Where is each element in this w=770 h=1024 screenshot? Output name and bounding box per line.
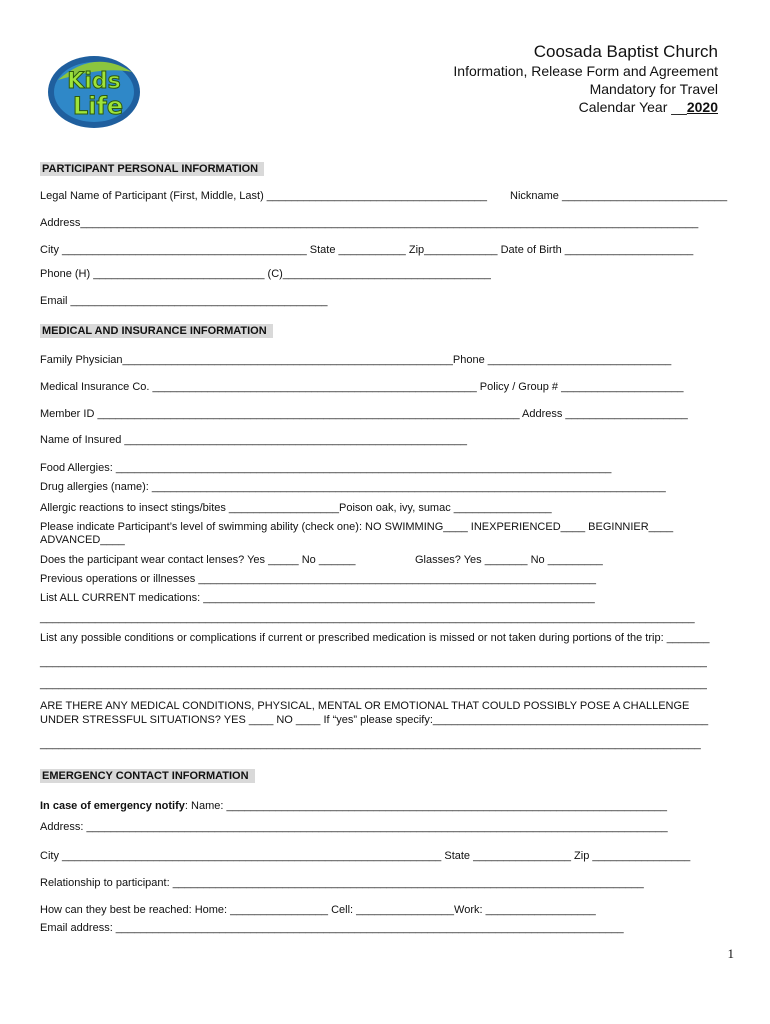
phone-field[interactable]: Phone (H) ____________________________ (C)__________________________________ <box>40 268 491 280</box>
emergency-name-field[interactable] <box>40 800 667 813</box>
drug-allergies-field[interactable]: Drug allergies (name): ____________________________________________________________________________________ <box>40 481 666 493</box>
logo-text-top: Kids <box>67 69 121 94</box>
glasses-field[interactable]: Glasses? Yes _______ No _________ <box>415 554 603 566</box>
contact-lenses-field[interactable]: Does the participant wear contact lenses? Yes _____ No ______ <box>40 554 356 566</box>
nickname-field[interactable]: Nickname ___________________________ <box>510 190 728 202</box>
swimming-ability-field[interactable]: Please indicate Participant’s level of swimming ability (check one): NO SWIMMING____ INEXPERIENCED____ BEGINNIER____ <box>40 521 674 533</box>
email-field[interactable]: Email __________________________________________ <box>40 295 328 307</box>
logo-text-bottom: Life <box>72 92 124 120</box>
current-medications-field[interactable]: List ALL CURRENT medications: ________________________________________________________________ <box>40 592 595 604</box>
legal-name-field[interactable]: Legal Name of Participant (First, Middle, Last) ____________________________________ <box>40 190 488 202</box>
medical-conditions-line-2[interactable]: ____________________________________________________________________________________________________________ <box>40 738 701 750</box>
kids-life-logo <box>44 50 144 132</box>
church-name: Coosada Baptist Church <box>533 42 718 61</box>
emergency-notify-label: In case of emergency notify <box>40 800 185 812</box>
relationship-field[interactable]: Relationship to participant: _____________________________________________________________________________ <box>40 877 644 889</box>
calendar-year <box>579 99 718 115</box>
insurance-field[interactable]: Medical Insurance Co. _____________________________________________________ Policy / Group # ____________________ <box>40 381 684 393</box>
address-field[interactable]: Address_____________________________________________________________________________________________________ <box>40 217 699 229</box>
previous-operations-field[interactable]: Previous operations or illnesses _________________________________________________________________ <box>40 573 597 585</box>
section-medical: MEDICAL AND INSURANCE INFORMATION <box>40 324 273 338</box>
name-of-insured-field[interactable]: Name of Insured ________________________________________________________ <box>40 434 467 446</box>
emergency-email-field[interactable]: Email address: ___________________________________________________________________________________ <box>40 922 624 934</box>
form-title-line1: Information, Release Form and Agreement <box>453 63 718 79</box>
missed-medication-field[interactable]: List any possible conditions or complications if current or prescribed medication is missed or not taken during portions of the trip: _______ <box>40 632 710 644</box>
medications-continued-line[interactable]: ___________________________________________________________________________________________________________ <box>40 612 695 624</box>
swimming-advanced-field[interactable]: ADVANCED____ <box>40 534 125 546</box>
food-allergies-field[interactable]: Food Allergies: _________________________________________________________________________________ <box>40 462 612 474</box>
medical-conditions-field[interactable]: UNDER STRESSFUL SITUATIONS? YES ____ NO ____ If “yes” please specify:_____________________________________________ <box>40 714 709 726</box>
form-title-line2: Mandatory for Travel <box>589 81 718 97</box>
reach-phone-field[interactable]: How can they best be reached: Home: ________________ Cell: ________________Work: __________________ <box>40 904 596 916</box>
emergency-city-state-zip-field[interactable]: City ______________________________________________________________ State ________________ Zip ________________ <box>40 850 691 862</box>
emergency-name-line: : Name: ________________________________________________________________________ <box>184 800 667 812</box>
page-number: 1 <box>727 946 734 961</box>
section-emergency: EMERGENCY CONTACT INFORMATION <box>40 769 255 783</box>
emergency-address-field[interactable]: Address: _______________________________________________________________________________________________ <box>40 821 668 833</box>
calendar-year-value: 2020 <box>686 99 718 115</box>
member-id-field[interactable]: Member ID _____________________________________________________________________ Address ____________________ <box>40 408 688 420</box>
medical-conditions-question: ARE THERE ANY MEDICAL CONDITIONS, PHYSICAL, MENTAL OR EMOTIONAL THAT COULD POSSIBLY POSE A CHALLENGE <box>40 700 690 712</box>
section-personal: PARTICIPANT PERSONAL INFORMATION <box>40 162 264 176</box>
insect-reactions-field[interactable]: Allergic reactions to insect stings/bites __________________Poison oak, ivy, sumac ________________ <box>40 502 552 514</box>
missed-medication-line-3[interactable]: _____________________________________________________________________________________________________________ <box>40 678 707 690</box>
city-state-zip-dob-field[interactable]: City ________________________________________ State ___________ Zip____________ Date of Birth _____________________ <box>40 244 694 256</box>
family-physician-field[interactable]: Family Physician______________________________________________________Phone ______________________________ <box>40 354 672 366</box>
missed-medication-line-2[interactable]: _____________________________________________________________________________________________________________ <box>40 656 707 668</box>
calendar-year-label: Calendar Year __ <box>578 99 687 115</box>
